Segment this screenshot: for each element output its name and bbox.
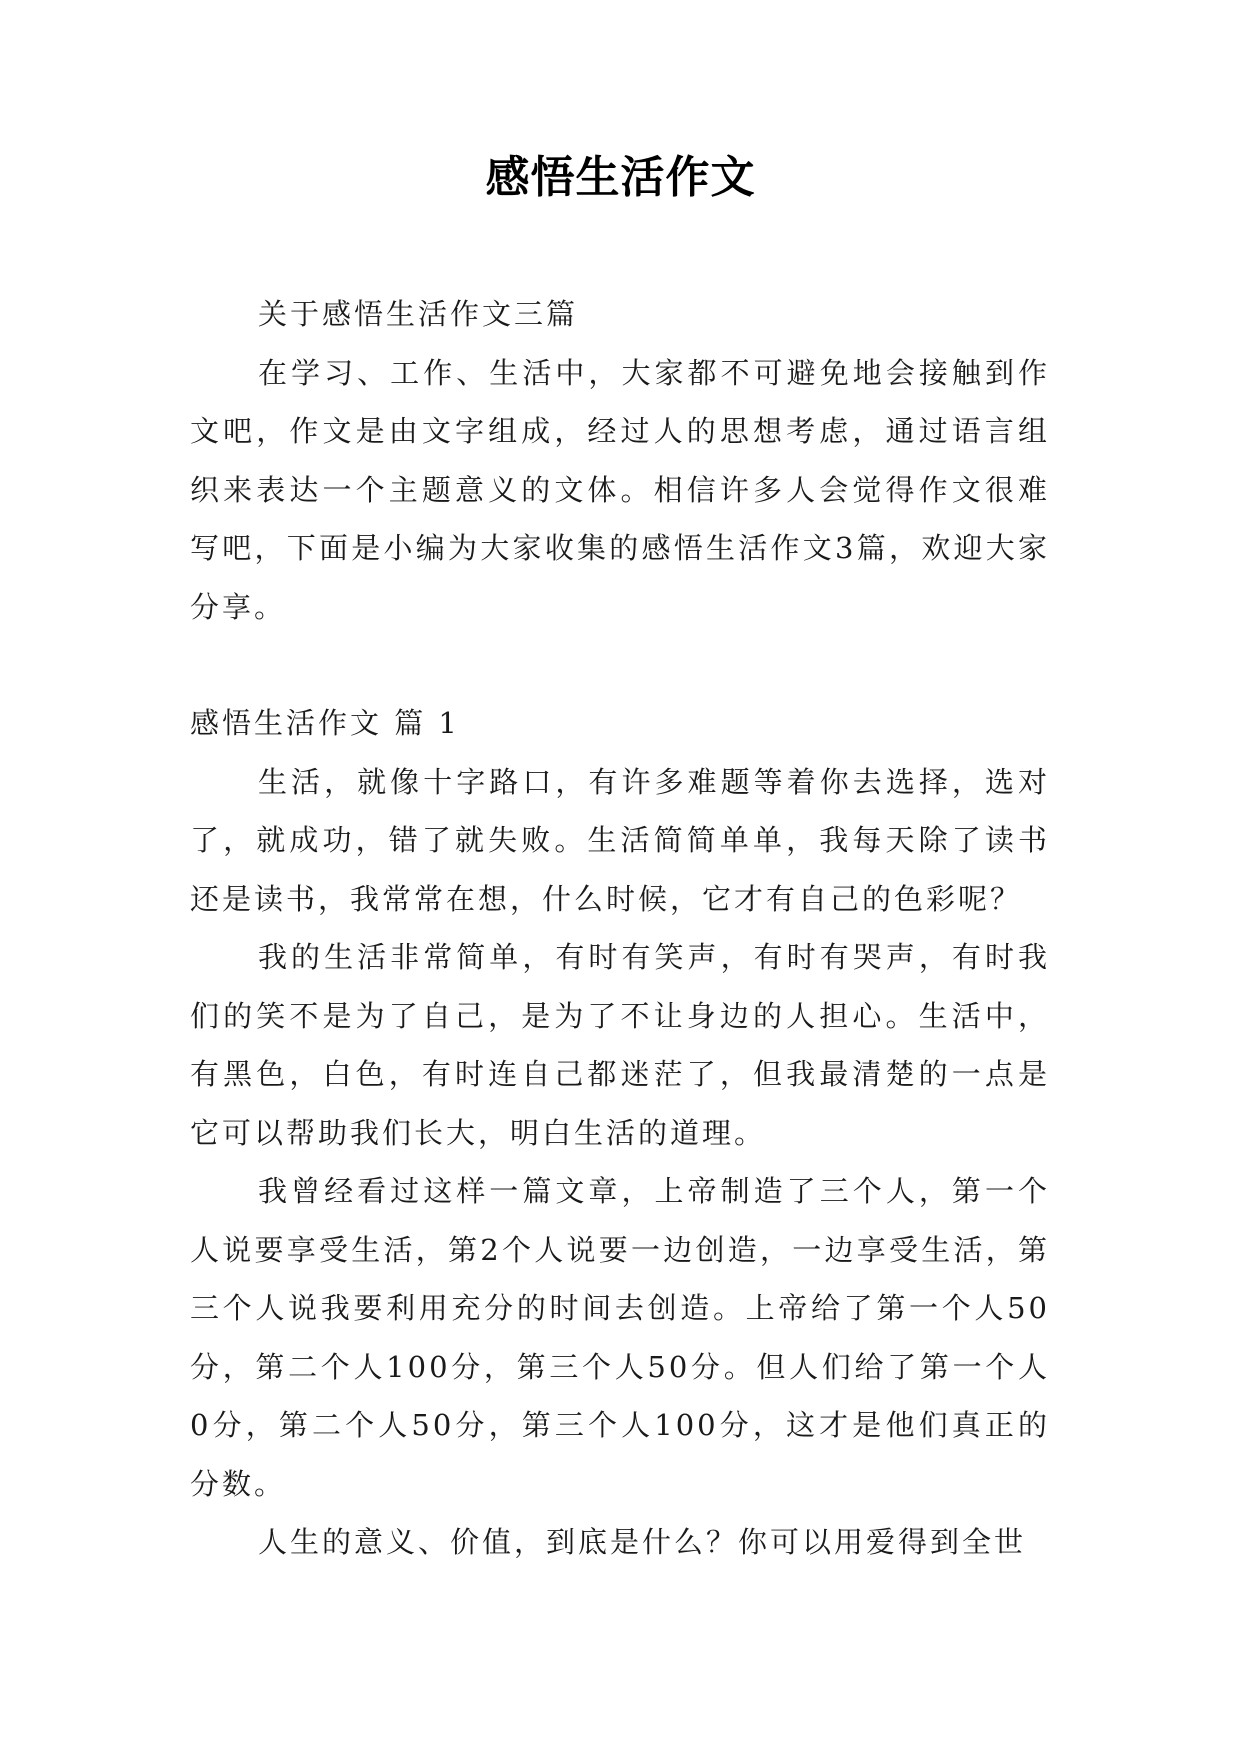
paragraph-2: 我的生活非常简单，有时有笑声，有时有哭声，有时我们的笑不是为了自己，是为了不让身边的人担心。生活中，有黑色，白色，有时连自己都迷茫了，但我最清楚的一点是它可以帮助我们长大，明白生活的道理。: [190, 940, 1050, 1150]
paragraph-4: 人生的意义、价值，到底是什么？你可以用爱得到全世: [258, 1525, 1027, 1559]
intro-paragraph: 在学习、工作、生活中，大家都不可避免地会接触到作文吧，作文是由文字组成，经过人的思想考虑，通过语言组织来表达一个主题意义的文体。相信许多人会觉得作文很难写吧，下面是小编为大家收集的感悟生活作文3篇，欢迎大家分享。: [190, 355, 1050, 624]
paragraph-1: 生活，就像十字路口，有许多难题等着你去选择，选对了，就成功，错了就失败。生活简简单单，我每天除了读书还是读书，我常常在想，什么时候，它才有自己的色彩呢？: [190, 764, 1050, 916]
document-body: [190, 285, 1050, 1572]
section-spacer: [190, 636, 1050, 694]
paragraph-3: 我曾经看过这样一篇文章，上帝制造了三个人，第一个人说要享受生活，第2个人说要一边创造，一边享受生活，第三个人说我要利用充分的时间去创造。上帝给了第一个人50分，第二个人100分，第三个人50分。但人们给了第一个人0分，第二个人50分，第三个人100分，这才是他们真正的分数。: [190, 1174, 1050, 1501]
intro-heading: 关于感悟生活作文三篇: [258, 297, 579, 331]
document-title: 感悟生活作文: [485, 152, 756, 203]
section-heading: 感悟生活作文 篇 1: [190, 706, 460, 740]
